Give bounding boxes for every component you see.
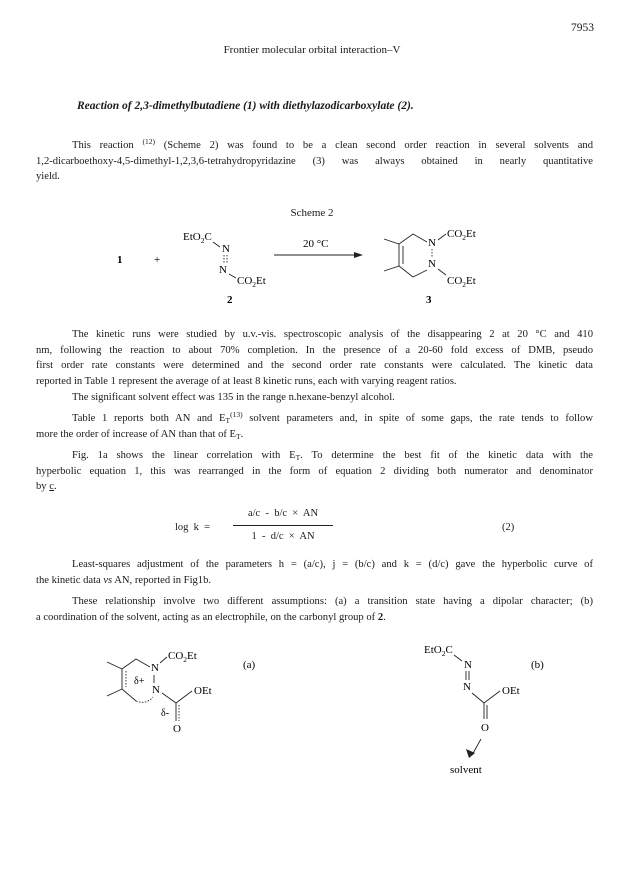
plus-sign: + bbox=[154, 254, 161, 266]
ts-a-nitrogen-bottom: N bbox=[152, 684, 160, 696]
product-3-nitrogen-top: N bbox=[428, 237, 436, 249]
paragraph-5-line-1: Fig. 1a shows the linear correlation with $E_T$. To determine the best fit of the kinetic data with the bbox=[72, 450, 593, 462]
paragraph-1-line-3: yield. bbox=[36, 171, 60, 182]
page-number: 7953 bbox=[571, 22, 594, 34]
transition-state-figures bbox=[0, 635, 624, 785]
solvent-arrow bbox=[466, 739, 481, 758]
ts-b-label: (b) bbox=[531, 659, 544, 671]
paragraph-5-line-3: by c. bbox=[36, 481, 57, 492]
ts-b-nitrogen-bottom: N bbox=[463, 681, 471, 693]
product-3-ester-top: $CO_2Et$ bbox=[447, 228, 476, 242]
reaction-scheme bbox=[0, 222, 624, 312]
reagent-2-number: 2 bbox=[227, 294, 233, 306]
paragraph-2-line-3: first order rate constants were determined and the second order rate constants were calculated. The kinetic data bbox=[36, 360, 593, 371]
paragraph-1-line-2: 1,2-dicarboethoxy-4,5-dimethyl-1,2,3,6-tetrahydropyridazine (3) was always obtained in nearly quantitative bbox=[36, 155, 593, 167]
paragraph-7 bbox=[36, 594, 593, 625]
equation-numerator: a/c - b/c × AN bbox=[247, 508, 319, 519]
paragraph-3-line-1: The significant solvent effect was 135 in the range n.hexane-benzyl alcohol. bbox=[72, 392, 395, 403]
paragraph-4-line-1: Table 1 reports both AN and $E_T^{(13)}$ solvent parameters and, in spite of some gaps, the rate tends to follow bbox=[72, 410, 593, 425]
reagent-2-ester-top: EtO$_2$C bbox=[183, 231, 212, 245]
equation-lhs: log k = bbox=[175, 522, 211, 533]
equation-denominator: 1 - d/c × AN bbox=[251, 531, 315, 542]
ts-a-delta-plus: δ+ bbox=[134, 676, 145, 687]
product-3-ester-bottom: $CO_2Et$ bbox=[447, 275, 476, 289]
reaction-condition: 20 °C bbox=[303, 238, 329, 250]
ts-b-oxygen: O bbox=[481, 722, 489, 734]
solvent-coordination-b bbox=[424, 644, 544, 776]
reaction-arrow bbox=[274, 252, 363, 258]
paragraph-3 bbox=[36, 390, 593, 406]
scheme-label: Scheme 2 bbox=[290, 207, 334, 219]
paragraph-2 bbox=[36, 327, 593, 389]
paragraph-1-line-1: This reaction $^{(12)}$ (Scheme 2) was found to be a clean second order reaction in several solvents and bbox=[72, 137, 593, 151]
ts-a-nitrogen-top: N bbox=[151, 662, 159, 674]
paragraph-5-line-2: hyperbolic equation 1, this was rearranged in the form of equation 2 dividing both numerator and denominator bbox=[36, 465, 593, 477]
ts-a-oxygen: O bbox=[173, 723, 181, 735]
paragraph-1 bbox=[36, 138, 593, 185]
paragraph-6-line-2: the kinetic data vs AN, reported in Fig1b. bbox=[36, 574, 212, 586]
ts-b-ester-top: EtO$_2$C bbox=[424, 644, 453, 658]
ts-b-oet: OEt bbox=[502, 685, 520, 697]
paragraph-6-line-1: Least-squares adjustment of the parameters h = (a/c), j = (b/c) and k = (d/c) gave the hyperbolic curve of bbox=[72, 559, 593, 570]
reagent-2-nitrogen-bottom: N bbox=[219, 264, 227, 276]
paragraph-7-line-1: These relationship involve two different assumptions: (a) a transition state having a dipolar character; (b) bbox=[72, 596, 593, 607]
reagent-2-structure bbox=[183, 231, 266, 306]
paragraph-2-line-2: nm, following the reaction to about 70% completion. In the presence of a 20-60 fold excess of DMB, pseudo bbox=[36, 344, 593, 356]
ts-a-oet: OEt bbox=[194, 685, 212, 697]
paragraph-2-line-1: The kinetic runs were studied by u.v.-vis. spectroscopic analysis of the disappearing 2 at 20 °C and 410 bbox=[72, 329, 593, 340]
section-title: Reaction of 2,3-dimethylbutadiene (1) with diethylazodicarboxylate (2). bbox=[77, 100, 414, 112]
paragraph-2-line-4: reported in Table 1 represent the average of at least 8 kinetic runs, each with varying reagent ratios. bbox=[36, 375, 457, 387]
ts-b-solvent: solvent bbox=[450, 764, 482, 776]
product-3-nitrogen-bottom: N bbox=[428, 258, 436, 270]
ts-a-ester: $CO_2Et$ bbox=[168, 650, 197, 664]
reagent-2-ester-bottom: $CO_2Et$ bbox=[237, 275, 266, 289]
reagent-2-nitrogen-top: N bbox=[222, 243, 230, 255]
product-3-number: 3 bbox=[426, 294, 432, 306]
paragraph-5 bbox=[36, 448, 593, 495]
equation-number: (2) bbox=[502, 522, 515, 533]
paragraph-4 bbox=[36, 411, 593, 442]
paragraph-7-line-2: a coordination of the solvent, acting as an electrophile, on the carbonyl group of 2. bbox=[36, 611, 386, 623]
fraction-bar bbox=[233, 525, 333, 526]
ts-a-label: (a) bbox=[243, 659, 256, 671]
transition-state-a bbox=[107, 650, 256, 735]
paragraph-6 bbox=[36, 557, 593, 588]
reactant-1-label: 1 bbox=[117, 254, 123, 266]
running-head: Frontier molecular orbital interaction–V bbox=[223, 44, 401, 56]
ts-b-nitrogen-top: N bbox=[464, 659, 472, 671]
ts-a-delta-minus: δ- bbox=[161, 708, 170, 719]
product-3-structure bbox=[384, 228, 476, 306]
equation-2 bbox=[175, 508, 595, 552]
paragraph-4-line-2: more the order of increase of AN than that of $E_T$. bbox=[36, 428, 244, 441]
